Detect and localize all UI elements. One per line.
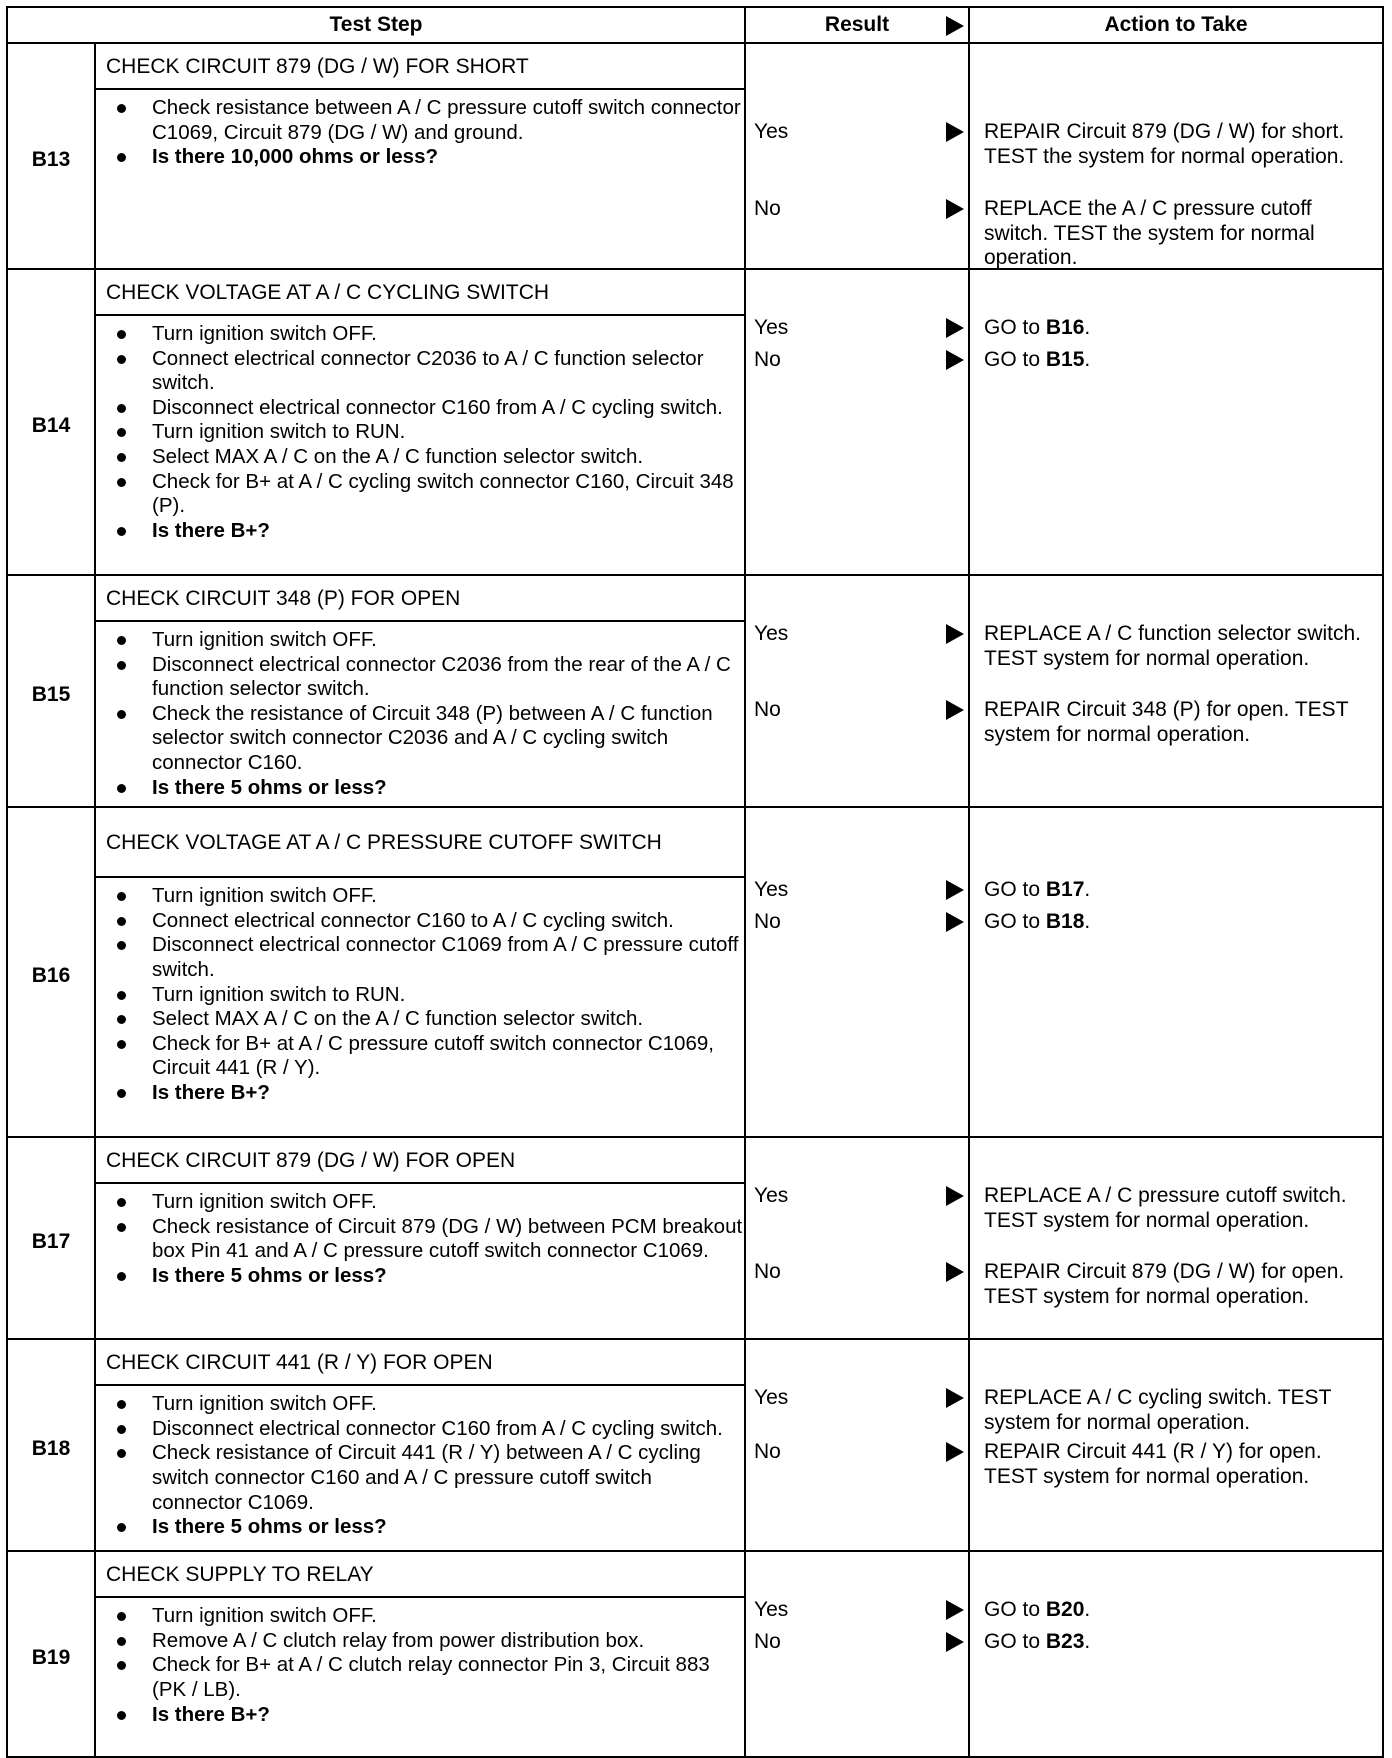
instruction-list	[104, 96, 744, 170]
step-title: CHECK SUPPLY TO RELAY	[95, 1551, 745, 1597]
action-prefix: GO to	[984, 878, 1046, 902]
step-instructions	[95, 89, 745, 269]
arrow-right-icon	[946, 318, 964, 338]
instruction-item: Turn ignition switch to RUN.	[104, 983, 744, 1008]
result-header-label: Result	[824, 13, 890, 36]
result-header	[745, 7, 969, 43]
arrow-right-icon	[946, 1388, 964, 1408]
step-instructions	[95, 1385, 745, 1551]
action-text	[984, 316, 1376, 341]
result-label: No	[754, 197, 781, 220]
action-cell	[969, 269, 1383, 575]
action-text: REPAIR Circuit 441 (R / Y) for open. TEST system for normal operation.	[984, 1440, 1322, 1488]
question-item: Is there 10,000 ohms or less?	[104, 145, 744, 170]
action-text: REPLACE A / C cycling switch. TEST system for normal operation.	[984, 1386, 1332, 1434]
step-reference-link[interactable]: B15	[1045, 348, 1085, 371]
result-cell	[745, 807, 969, 1137]
arrow-right-icon	[946, 350, 964, 370]
result-label: No	[754, 1630, 781, 1654]
instruction-item: Turn ignition switch to RUN.	[104, 420, 744, 445]
action-text	[984, 910, 1376, 935]
question-item: Is there B+?	[104, 1081, 744, 1106]
result-label: No	[754, 1260, 781, 1284]
result-label: Yes	[754, 120, 789, 143]
diagnostic-table-page	[6, 6, 1382, 1742]
action-text: REPAIR Circuit 348 (P) for open. TEST system for normal operation.	[984, 698, 1349, 746]
action-text	[984, 1598, 1376, 1623]
instruction-list	[104, 1190, 744, 1288]
step-title: CHECK CIRCUIT 879 (DG / W) FOR SHORT	[95, 43, 745, 89]
test-step-row	[7, 1551, 1383, 1597]
result-label: Yes	[754, 878, 789, 902]
step-instructions	[95, 1183, 745, 1339]
instruction-item: Check for B+ at A / C cycling switch connector C160, Circuit 348 (P).	[104, 470, 744, 519]
arrow-right-icon	[946, 1442, 964, 1462]
action-suffix: .	[1084, 1630, 1091, 1654]
step-title: CHECK CIRCUIT 441 (R / Y) FOR OPEN	[95, 1339, 745, 1385]
arrow-right-icon	[946, 1186, 964, 1206]
test-step-row	[7, 807, 1383, 877]
action-cell	[969, 1137, 1383, 1339]
test-step-row	[7, 1339, 1383, 1385]
result-label: Yes	[754, 1386, 789, 1410]
instruction-item: Check resistance of Circuit 879 (DG / W) between PCM breakout box Pin 41 and A / C pressure cutoff switch connector C1069.	[104, 1215, 744, 1264]
step-title: CHECK CIRCUIT 348 (P) FOR OPEN	[95, 575, 745, 621]
instruction-item: Turn ignition switch OFF.	[104, 884, 744, 909]
step-id: B14	[7, 269, 95, 575]
result-label: Yes	[754, 1598, 789, 1622]
step-reference-link[interactable]: B20	[1045, 1598, 1085, 1622]
action-prefix: GO to	[984, 316, 1046, 339]
action-suffix: .	[1084, 878, 1091, 902]
action-cell	[969, 1339, 1383, 1551]
instruction-item: Check resistance of Circuit 441 (R / Y) between A / C cycling switch connector C160 and A / C pressure cutoff switch connector C1069.	[104, 1441, 744, 1515]
table-header-row	[7, 7, 1383, 43]
question-item: Is there B+?	[104, 1703, 744, 1728]
action-text: REPLACE A / C function selector switch. TEST system for normal operation.	[984, 622, 1361, 670]
arrow-right-icon	[946, 624, 964, 644]
test-step-row	[7, 1137, 1383, 1183]
result-label: Yes	[754, 1184, 789, 1208]
step-id: B16	[7, 807, 95, 1137]
step-title: CHECK CIRCUIT 879 (DG / W) FOR OPEN	[95, 1137, 745, 1183]
test-step-row	[7, 575, 1383, 621]
result-cell	[745, 1551, 969, 1757]
action-text	[984, 1630, 1376, 1655]
instruction-item: Select MAX A / C on the A / C function selector switch.	[104, 1007, 744, 1032]
arrow-right-icon	[946, 1632, 964, 1652]
pinpoint-test-table	[6, 6, 1384, 1758]
result-label: No	[754, 348, 781, 371]
result-label: No	[754, 910, 781, 934]
step-id: B17	[7, 1137, 95, 1339]
action-prefix: GO to	[984, 1598, 1046, 1622]
instruction-list	[104, 1392, 744, 1540]
instruction-item: Disconnect electrical connector C160 from A / C cycling switch.	[104, 1417, 744, 1442]
step-id: B13	[7, 43, 95, 269]
step-instructions	[95, 877, 745, 1137]
instruction-item: Check for B+ at A / C pressure cutoff switch connector C1069, Circuit 441 (R / Y).	[104, 1032, 744, 1081]
result-label: Yes	[754, 316, 789, 339]
instruction-list	[104, 884, 744, 1105]
result-label: No	[754, 1440, 781, 1464]
instruction-item: Remove A / C clutch relay from power distribution box.	[104, 1629, 744, 1654]
result-cell	[745, 1137, 969, 1339]
action-text: REPAIR Circuit 879 (DG / W) for short. TEST the system for normal operation.	[984, 120, 1345, 168]
instruction-item: Disconnect electrical connector C160 from A / C cycling switch.	[104, 396, 744, 421]
instruction-item: Turn ignition switch OFF.	[104, 1392, 744, 1417]
arrow-right-icon	[946, 700, 964, 720]
step-instructions	[95, 315, 745, 575]
action-suffix: .	[1084, 1598, 1091, 1622]
action-prefix: GO to	[984, 910, 1046, 934]
result-cell	[745, 575, 969, 807]
step-reference-link[interactable]: B23	[1045, 1630, 1085, 1654]
test-step-header: Test Step	[7, 7, 745, 43]
action-cell	[969, 43, 1383, 269]
instruction-item: Turn ignition switch OFF.	[104, 628, 744, 653]
step-id: B19	[7, 1551, 95, 1757]
action-text: REPAIR Circuit 879 (DG / W) for open. TEST system for normal operation.	[984, 1260, 1345, 1308]
step-reference-link[interactable]: B17	[1045, 878, 1085, 902]
instruction-list	[104, 1604, 744, 1727]
question-item: Is there 5 ohms or less?	[104, 1264, 744, 1289]
action-text	[984, 348, 1376, 373]
result-cell	[745, 43, 969, 269]
step-title: CHECK VOLTAGE AT A / C CYCLING SWITCH	[95, 269, 745, 315]
action-text	[984, 878, 1376, 903]
step-instructions	[95, 621, 745, 807]
result-label: Yes	[754, 622, 789, 645]
instruction-item: Check for B+ at A / C clutch relay connector Pin 3, Circuit 883 (PK / LB).	[104, 1653, 744, 1702]
instruction-item: Turn ignition switch OFF.	[104, 1190, 744, 1215]
test-step-row	[7, 43, 1383, 89]
arrow-right-icon	[946, 912, 964, 932]
step-id: B18	[7, 1339, 95, 1551]
step-reference-link[interactable]: B16	[1045, 316, 1085, 339]
question-item: Is there B+?	[104, 519, 744, 544]
instruction-list	[104, 628, 744, 800]
arrow-right-icon	[946, 199, 964, 219]
instruction-item: Connect electrical connector C2036 to A / C function selector switch.	[104, 347, 744, 396]
arrow-right-icon	[946, 880, 964, 900]
instruction-item: Select MAX A / C on the A / C function selector switch.	[104, 445, 744, 470]
arrow-right-icon	[946, 16, 964, 36]
step-reference-link[interactable]: B18	[1045, 910, 1085, 934]
action-prefix: GO to	[984, 1630, 1046, 1654]
instruction-item: Turn ignition switch OFF.	[104, 1604, 744, 1629]
step-instructions	[95, 1597, 745, 1757]
action-cell	[969, 575, 1383, 807]
action-text: REPLACE the A / C pressure cutoff switch. TEST the system for normal operation.	[984, 197, 1315, 270]
test-step-row	[7, 269, 1383, 315]
instruction-item: Turn ignition switch OFF.	[104, 322, 744, 347]
instruction-item: Check resistance between A / C pressure cutoff switch connector C1069, Circuit 879 (DG / W) and ground.	[104, 96, 744, 145]
instruction-item: Connect electrical connector C160 to A / C cycling switch.	[104, 909, 744, 934]
instruction-item: Disconnect electrical connector C2036 from the rear of the A / C function selector switch.	[104, 653, 744, 702]
instruction-item: Disconnect electrical connector C1069 from A / C pressure cutoff switch.	[104, 933, 744, 982]
action-cell	[969, 1551, 1383, 1757]
instruction-list	[104, 322, 744, 543]
action-cell	[969, 807, 1383, 1137]
instruction-item: Check the resistance of Circuit 348 (P) between A / C function selector switch connector C2036 and A / C cycling switch connector C160.	[104, 702, 744, 776]
action-suffix: .	[1084, 316, 1091, 339]
result-cell	[745, 1339, 969, 1551]
action-text: REPLACE A / C pressure cutoff switch. TEST system for normal operation.	[984, 1184, 1347, 1232]
action-suffix: .	[1084, 910, 1091, 934]
question-item: Is there 5 ohms or less?	[104, 776, 744, 801]
arrow-right-icon	[946, 1262, 964, 1282]
step-title: CHECK VOLTAGE AT A / C PRESSURE CUTOFF SWITCH	[95, 807, 745, 877]
action-header: Action to Take	[969, 7, 1383, 43]
action-prefix: GO to	[984, 348, 1046, 371]
arrow-right-icon	[946, 122, 964, 142]
question-item: Is there 5 ohms or less?	[104, 1515, 744, 1540]
result-cell	[745, 269, 969, 575]
arrow-right-icon	[946, 1600, 964, 1620]
action-suffix: .	[1084, 348, 1091, 371]
step-id: B15	[7, 575, 95, 807]
result-label: No	[754, 698, 781, 721]
